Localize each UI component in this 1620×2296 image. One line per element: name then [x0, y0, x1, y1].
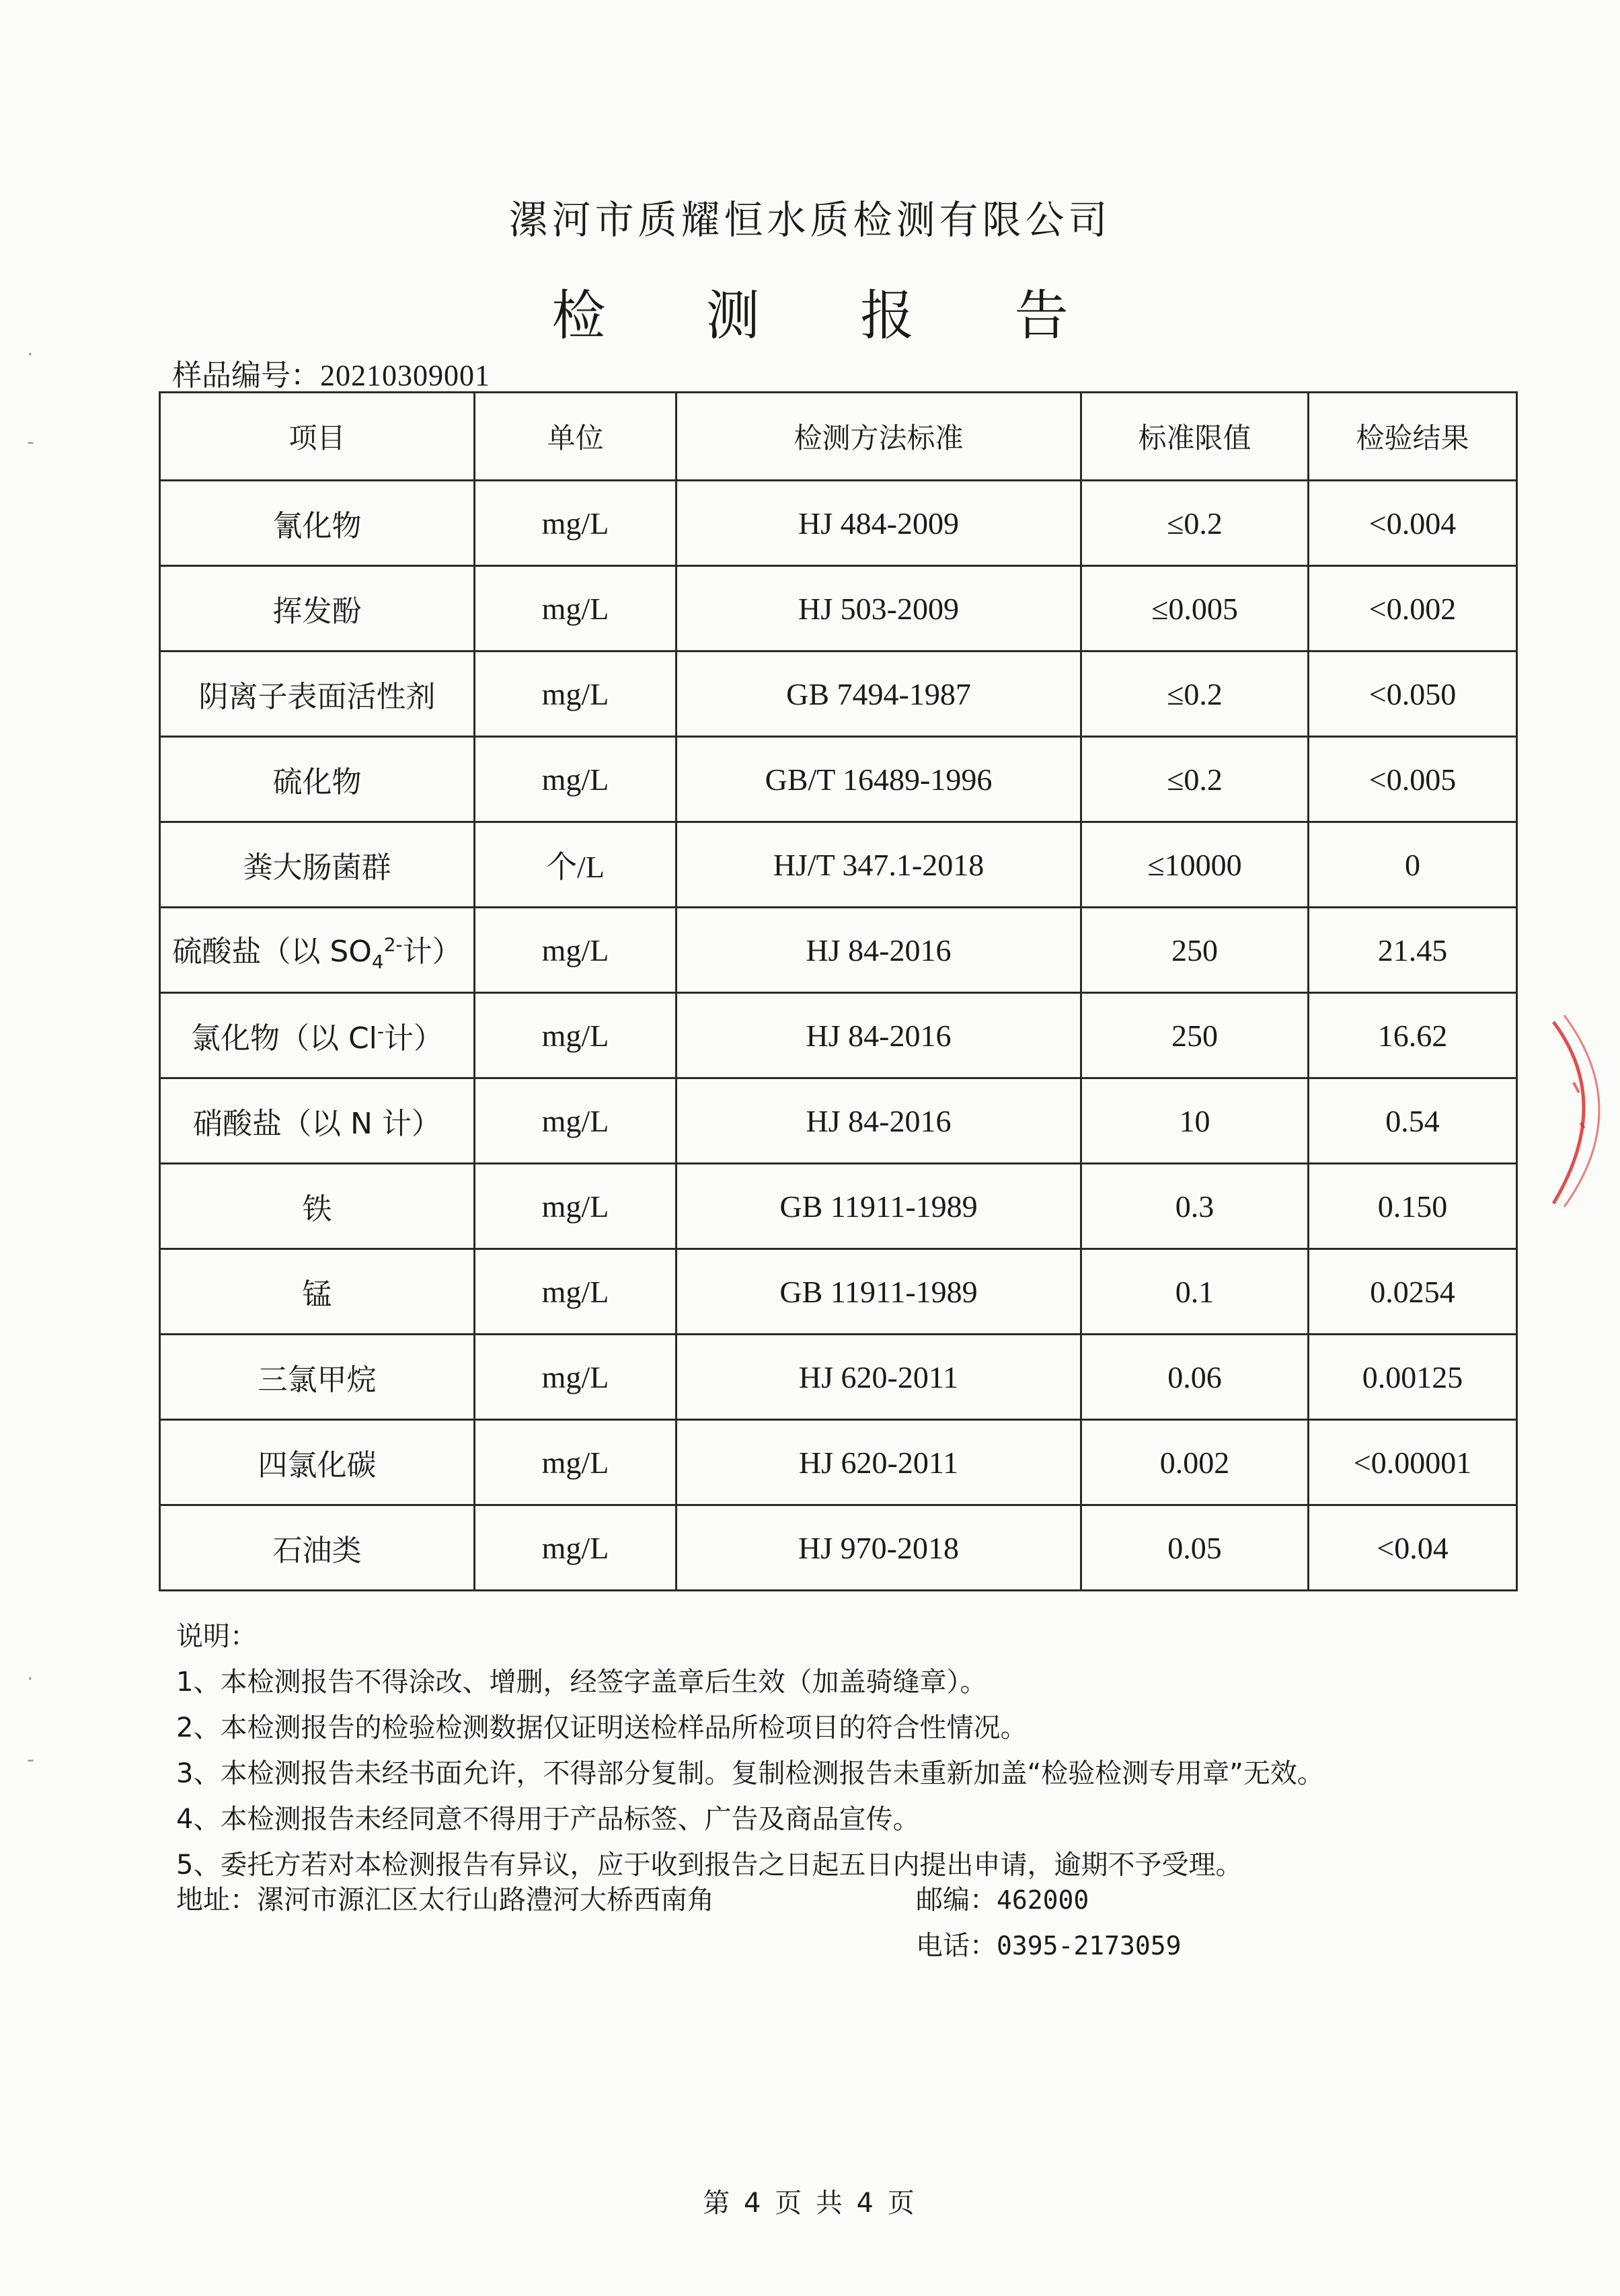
- table-row: [160, 566, 1517, 651]
- table-row: [160, 822, 1517, 908]
- header-unit: 单位: [475, 393, 677, 481]
- item-cell: [160, 993, 475, 1078]
- header-item: 项目: [160, 393, 475, 481]
- postcode-line: [916, 1878, 1089, 1917]
- limit-cell: 0.002: [1081, 1420, 1309, 1505]
- table-row: [160, 1505, 1517, 1591]
- limit-cell: ≤0.2: [1081, 651, 1309, 737]
- method-cell: GB 11911-1989: [677, 1164, 1081, 1249]
- postcode-value: 462000: [997, 1885, 1089, 1915]
- unit-cell: mg/L: [475, 1505, 677, 1591]
- result-cell: <0.04: [1309, 1505, 1517, 1591]
- margin-mark: ·: [27, 343, 34, 366]
- method-cell: HJ 84-2016: [677, 993, 1081, 1078]
- result-cell: <0.002: [1309, 566, 1517, 651]
- notes-heading: 说明：: [176, 1621, 257, 1652]
- method-cell: HJ 84-2016: [677, 1078, 1081, 1164]
- method-cell: GB 11911-1989: [677, 1249, 1081, 1335]
- item-cell: 铁: [160, 1164, 475, 1249]
- result-cell: <0.00001: [1309, 1420, 1517, 1505]
- item-cell: 氰化物: [160, 481, 475, 566]
- company-name: 漯河市质耀恒水质检测有限公司: [508, 197, 1112, 243]
- result-cell: <0.005: [1309, 737, 1517, 822]
- item-subscript: 4: [371, 950, 384, 973]
- item-text: 氯化物（以 Cl: [190, 1021, 377, 1056]
- address-value: 漯河市源汇区太行山路澧河大桥西南角: [257, 1885, 714, 1915]
- note-item: 5、委托方若对本检测报告有异议，应于收到报告之日起五日内提出申请，逾期不予受理。: [176, 1850, 1243, 1881]
- method-cell: HJ 970-2018: [677, 1505, 1081, 1591]
- method-cell: GB 7494-1987: [677, 651, 1081, 737]
- table-row: [160, 1249, 1517, 1335]
- phone-line: [916, 1924, 1182, 1963]
- phone-label: 电话：: [916, 1930, 997, 1961]
- note-item: 4、本检测报告未经同意不得用于产品标签、广告及商品宣传。: [176, 1804, 920, 1835]
- item-cell: 三氯甲烷: [160, 1335, 475, 1420]
- unit-cell: mg/L: [475, 1249, 677, 1335]
- item-superscript: -: [377, 1020, 385, 1043]
- page-number: 第 4 页 共 4 页: [703, 2188, 917, 2219]
- limit-cell: 250: [1081, 993, 1309, 1078]
- limit-cell: 0.05: [1081, 1505, 1309, 1591]
- method-cell: GB/T 16489-1996: [677, 737, 1081, 822]
- unit-cell: mg/L: [475, 908, 677, 993]
- table-row: [160, 1420, 1517, 1505]
- margin-mark: -: [27, 1748, 34, 1772]
- table-row: [160, 481, 1517, 566]
- address-label: 地址：: [176, 1885, 257, 1915]
- item-cell: 粪大肠菌群: [160, 822, 475, 908]
- unit-cell: mg/L: [475, 651, 677, 737]
- note-item: 3、本检测报告未经书面允许，不得部分复制。复制检测报告未重新加盖“检验检测专用章”无效。: [176, 1758, 1324, 1789]
- method-cell: HJ 620-2011: [677, 1420, 1081, 1505]
- method-cell: HJ/T 347.1-2018: [677, 822, 1081, 908]
- address-line: [176, 1878, 714, 1917]
- results-table: [159, 391, 1518, 1591]
- margin-mark: -: [27, 430, 34, 454]
- item-cell: 硫化物: [160, 737, 475, 822]
- sample-number-label: 样品编号：: [172, 358, 320, 393]
- table-row: [160, 908, 1517, 993]
- item-cell: 硝酸盐（以 N 计）: [160, 1078, 475, 1164]
- item-text-suffix: 计）: [402, 935, 462, 969]
- method-cell: HJ 84-2016: [677, 908, 1081, 993]
- result-cell: 0.0254: [1309, 1249, 1517, 1335]
- unit-cell: mg/L: [475, 737, 677, 822]
- item-cell: 锰: [160, 1249, 475, 1335]
- result-cell: <0.004: [1309, 481, 1517, 566]
- limit-cell: 0.06: [1081, 1335, 1309, 1420]
- unit-cell: mg/L: [475, 993, 677, 1078]
- method-cell: HJ 503-2009: [677, 566, 1081, 651]
- table-row: [160, 993, 1517, 1078]
- result-cell: 16.62: [1309, 993, 1517, 1078]
- result-cell: 0: [1309, 822, 1517, 908]
- table-row: [160, 737, 1517, 822]
- unit-cell: mg/L: [475, 1335, 677, 1420]
- unit-cell: mg/L: [475, 1164, 677, 1249]
- item-cell: 挥发酚: [160, 566, 475, 651]
- unit-cell: mg/L: [475, 481, 677, 566]
- postcode-label: 邮编：: [916, 1885, 997, 1915]
- result-cell: 0.54: [1309, 1078, 1517, 1164]
- header-method: 检测方法标准: [677, 393, 1081, 481]
- limit-cell: 10: [1081, 1078, 1309, 1164]
- sample-number-row: [172, 351, 490, 394]
- sample-number-value: 20210309001: [320, 359, 490, 392]
- unit-cell: mg/L: [475, 1420, 677, 1505]
- table-row: [160, 651, 1517, 737]
- margin-mark: ·: [27, 1667, 34, 1691]
- limit-cell: ≤10000: [1081, 822, 1309, 908]
- method-cell: HJ 484-2009: [677, 481, 1081, 566]
- result-cell: 0.00125: [1309, 1335, 1517, 1420]
- result-cell: 0.150: [1309, 1164, 1517, 1249]
- limit-cell: 250: [1081, 908, 1309, 993]
- limit-cell: ≤0.2: [1081, 737, 1309, 822]
- header-limit: 标准限值: [1081, 393, 1309, 481]
- report-title: 检 测 报 告: [551, 284, 1110, 347]
- method-cell: HJ 620-2011: [677, 1335, 1081, 1420]
- table-row: [160, 1078, 1517, 1164]
- item-cell: 四氯化碳: [160, 1420, 475, 1505]
- unit-cell: mg/L: [475, 566, 677, 651]
- item-text: 硫酸盐（以 SO: [172, 935, 372, 969]
- unit-cell: mg/L: [475, 1078, 677, 1164]
- header-result: 检验结果: [1309, 393, 1517, 481]
- item-cell: 石油类: [160, 1505, 475, 1591]
- item-cell: 阴离子表面活性剂: [160, 651, 475, 737]
- note-item: 2、本检测报告的检验检测数据仅证明送检样品所检项目的符合性情况。: [176, 1712, 1028, 1743]
- limit-cell: 0.3: [1081, 1164, 1309, 1249]
- limit-cell: ≤0.2: [1081, 481, 1309, 566]
- limit-cell: ≤0.005: [1081, 566, 1309, 651]
- notes-section: [176, 1614, 1324, 1888]
- table-header-row: [160, 393, 1517, 481]
- result-cell: 21.45: [1309, 908, 1517, 993]
- note-item: 1、本检测报告不得涂改、增删，经签字盖章后生效（加盖骑缝章）。: [176, 1667, 987, 1698]
- item-superscript: 2-: [383, 933, 403, 956]
- unit-cell: 个/L: [475, 822, 677, 908]
- table-row: [160, 1335, 1517, 1420]
- result-cell: <0.050: [1309, 651, 1517, 737]
- item-text-suffix: 计）: [384, 1021, 444, 1056]
- item-cell: [160, 908, 475, 993]
- table-row: [160, 1164, 1517, 1249]
- limit-cell: 0.1: [1081, 1249, 1309, 1335]
- phone-value: 0395-2173059: [997, 1931, 1182, 1961]
- seal-stamp-fragment: [1540, 1008, 1620, 1210]
